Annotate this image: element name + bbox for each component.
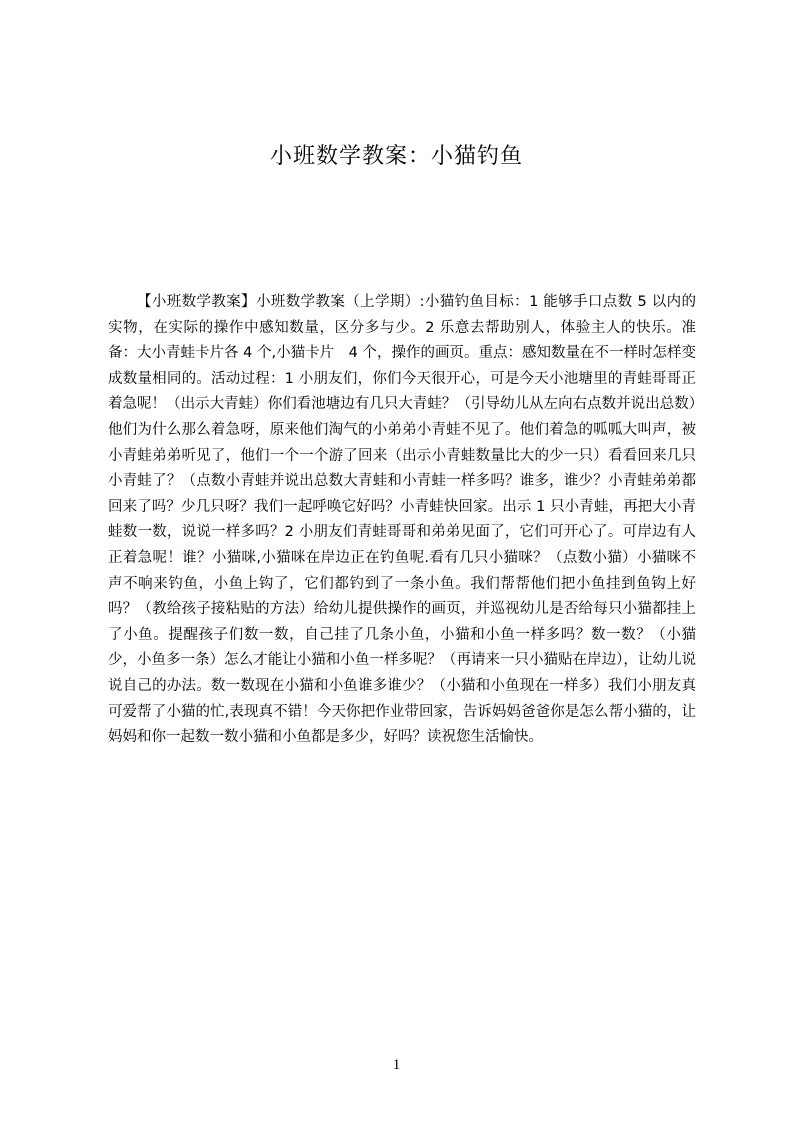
page-number: 1 — [392, 1057, 401, 1073]
document-title: 小班数学教案：小猫钓鱼 — [269, 144, 523, 169]
document-body-paragraph: 【小班数学教案】小班数学教案（上学期）:小猫钓鱼目标：1 能够手口点数 5 以内的实物，在实际的操作中感知数量，区分多与少。2 乐意去帮助别人，体验主人的快乐。准备：大小青蛙卡片各 4 个,小猫卡片 4 个，操作的画页。重点：感知数量在不一样时怎样变成数量相同的。活动过程：1 小朋友们，你们今天很开心，可是今天小池塘里的青蛙哥哥正着急呢！（出示大青蛙）你们看池塘边有几只大青蛙？（引导幼儿从左向右点数并说出总数）他们为什么那么着急呀，原来他们淘气的小弟弟小青蛙不见了。他们着急的呱呱大叫声，被小青蛙弟弟听见了，他们一个一个游了回来（出示小青蛙数量比大的少一只）看看回来几只小青蛙了？（点数小青蛙并说出总数大青蛙和小青蛙一样多吗？谁多，谁少？小青蛙弟弟都回来了吗？少几只呀？我们一起呼唤它好吗？小青蛙快回家。出示 1 只小青蛙，再把大小青蛙数一数，说说一样多吗？2 小朋友们青蛙哥哥和弟弟见面了，它们可开心了。可岸边有人正着急呢！谁？小猫咪,小猫咪在岸边正在钓鱼呢.看有几只小猫咪？（点数小猫）小猫咪不声不响来钓鱼，小鱼上钩了，它们都钓到了一条小鱼。我们帮帮他们把小鱼挂到鱼钩上好吗？（教给孩子接粘贴的方法）给幼儿提供操作的画页，并巡视幼儿是否给每只小猫都挂上了小鱼。提醒孩子们数一数，自己挂了几条小鱼，小猫和小鱼一样多吗？数一数？（小猫少，小鱼多一条）怎么才能让小猫和小鱼一样多呢？（再请来一只小猫贴在岸边），让幼儿说说自己的办法。数一数现在小猫和小鱼谁多谁少？（小猫和小鱼现在一样多）我们小朋友真可爱帮了小猫的忙,表现真不错！今天你把作业带回家，告诉妈妈爸爸你是怎么帮小猫的，让妈妈和你一起数一数小猫和小鱼都是多少，好吗？读祝您生活愉快。 — [108, 294, 696, 746]
